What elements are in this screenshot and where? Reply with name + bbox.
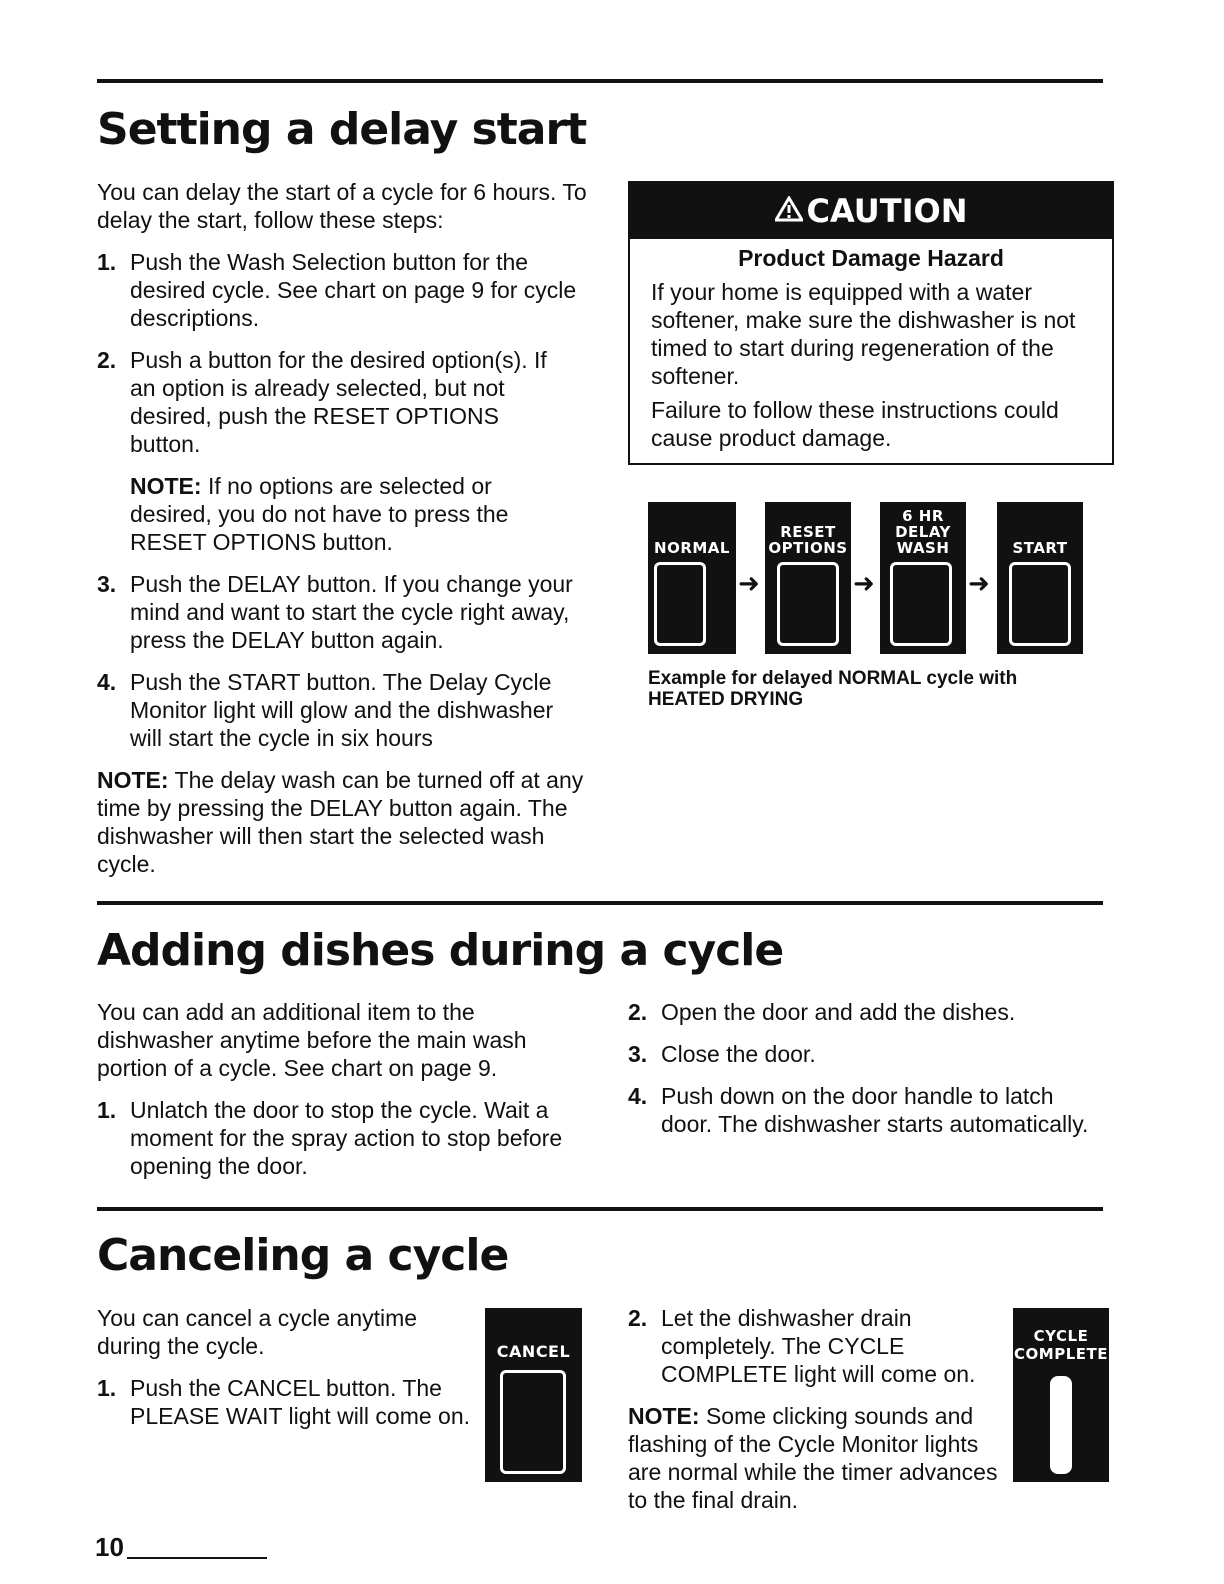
panel-caption: Example for delayed NORMAL cycle with HEATED DRYING [648, 668, 1018, 710]
inner-note: NOTE: If no options are selected or desired, you do not have to press the RESET OPTIONS button. [130, 473, 509, 555]
canceling-left-column [97, 1304, 477, 1430]
section-title-canceling: Canceling a cycle [97, 1230, 509, 1281]
button-icon [654, 562, 706, 646]
button-icon [777, 562, 839, 646]
indicator-light-icon [1050, 1376, 1072, 1474]
list-item: 4. Push down on the door handle to latch door. The dishwasher starts automatically. [628, 1083, 1089, 1137]
footer-rule [127, 1557, 267, 1559]
panel-button-start: START [997, 502, 1083, 654]
canceling-right-column [628, 1304, 1008, 1514]
arrow-right-icon: ➜ [968, 568, 990, 598]
arrow-right-icon: ➜ [853, 568, 875, 598]
button-icon [500, 1370, 566, 1474]
delay-intro: You can delay the start of a cycle for 6 hours. To delay the start, follow these steps: [97, 179, 587, 233]
list-item: 1. Push the CANCEL button. The PLEASE WAIT light will come on. [97, 1375, 471, 1429]
page-number: 10 [95, 1532, 124, 1562]
list-item: 3. Close the door. [628, 1041, 816, 1067]
list-item: 1. Push the Wash Selection button for the desired cycle. See chart on page 9 for cycle descriptions. [97, 249, 577, 331]
section-title-adding: Adding dishes during a cycle [97, 925, 784, 976]
list-item: 2. Let the dishwasher drain completely. The CYCLE COMPLETE light will come on. [628, 1305, 976, 1387]
button-icon [1009, 562, 1071, 646]
cancel-button-illustration: CANCEL [485, 1308, 582, 1482]
canceling-intro: You can cancel a cycle anytime during the cycle. [97, 1305, 418, 1359]
panel-button-normal: NORMAL [648, 502, 736, 654]
list-item: 3. Push the DELAY button. If you change your mind and want to start the cycle right away, press the DELAY button again. [97, 571, 573, 653]
section-divider [97, 901, 1103, 905]
arrow-right-icon: ➜ [738, 568, 760, 598]
warning-triangle-icon [775, 192, 803, 230]
list-item: 2. Open the door and add the dishes. [628, 999, 1016, 1025]
panel-button-reset-options: RESET OPTIONS [765, 502, 851, 654]
caution-box [628, 181, 1114, 465]
adding-left-column [97, 998, 597, 1180]
cycle-complete-light: CYCLE COMPLETE [1013, 1308, 1109, 1482]
canceling-note: NOTE: Some clicking sounds and flashing of the Cycle Monitor lights are normal while the timer advances to the final drain. [628, 1403, 998, 1513]
adding-right-column [628, 998, 1103, 1138]
list-item: 4. Push the START button. The Delay Cycle Monitor light will glow and the dishwasher will start the cycle in six hours [97, 669, 554, 751]
delay-note: NOTE: The delay wash can be turned off at any time by pressing the DELAY button again. The dishwasher will then start the selected wash cycle. [97, 767, 584, 877]
panel-button-delay-wash: 6 HR DELAY WASH [880, 502, 966, 654]
section-title-delay: Setting a delay start [97, 104, 587, 155]
caution-subheading: Product Damage Hazard [738, 245, 1004, 271]
list-item: 1. Unlatch the door to stop the cycle. Wait a moment for the spray action to stop before opening the door. [97, 1097, 563, 1179]
caution-header: CAUTION [630, 183, 1112, 239]
list-item: 2. Push a button for the desired option(s). If an option is already selected, but not desired, push the RESET OPTIONS button. [97, 347, 547, 457]
button-icon [890, 562, 952, 646]
caution-text: If your home is equipped with a water softener, make sure the dishwasher is not timed to start during regeneration of the softener. Failure to follow these instructions could cause product damage. [651, 279, 1076, 451]
adding-intro: You can add an additional item to the dishwasher anytime before the main wash portion of a cycle. See chart on page 9. [97, 999, 527, 1081]
section-divider [97, 79, 1103, 83]
delay-steps [97, 248, 607, 878]
section-divider [97, 1207, 1103, 1211]
